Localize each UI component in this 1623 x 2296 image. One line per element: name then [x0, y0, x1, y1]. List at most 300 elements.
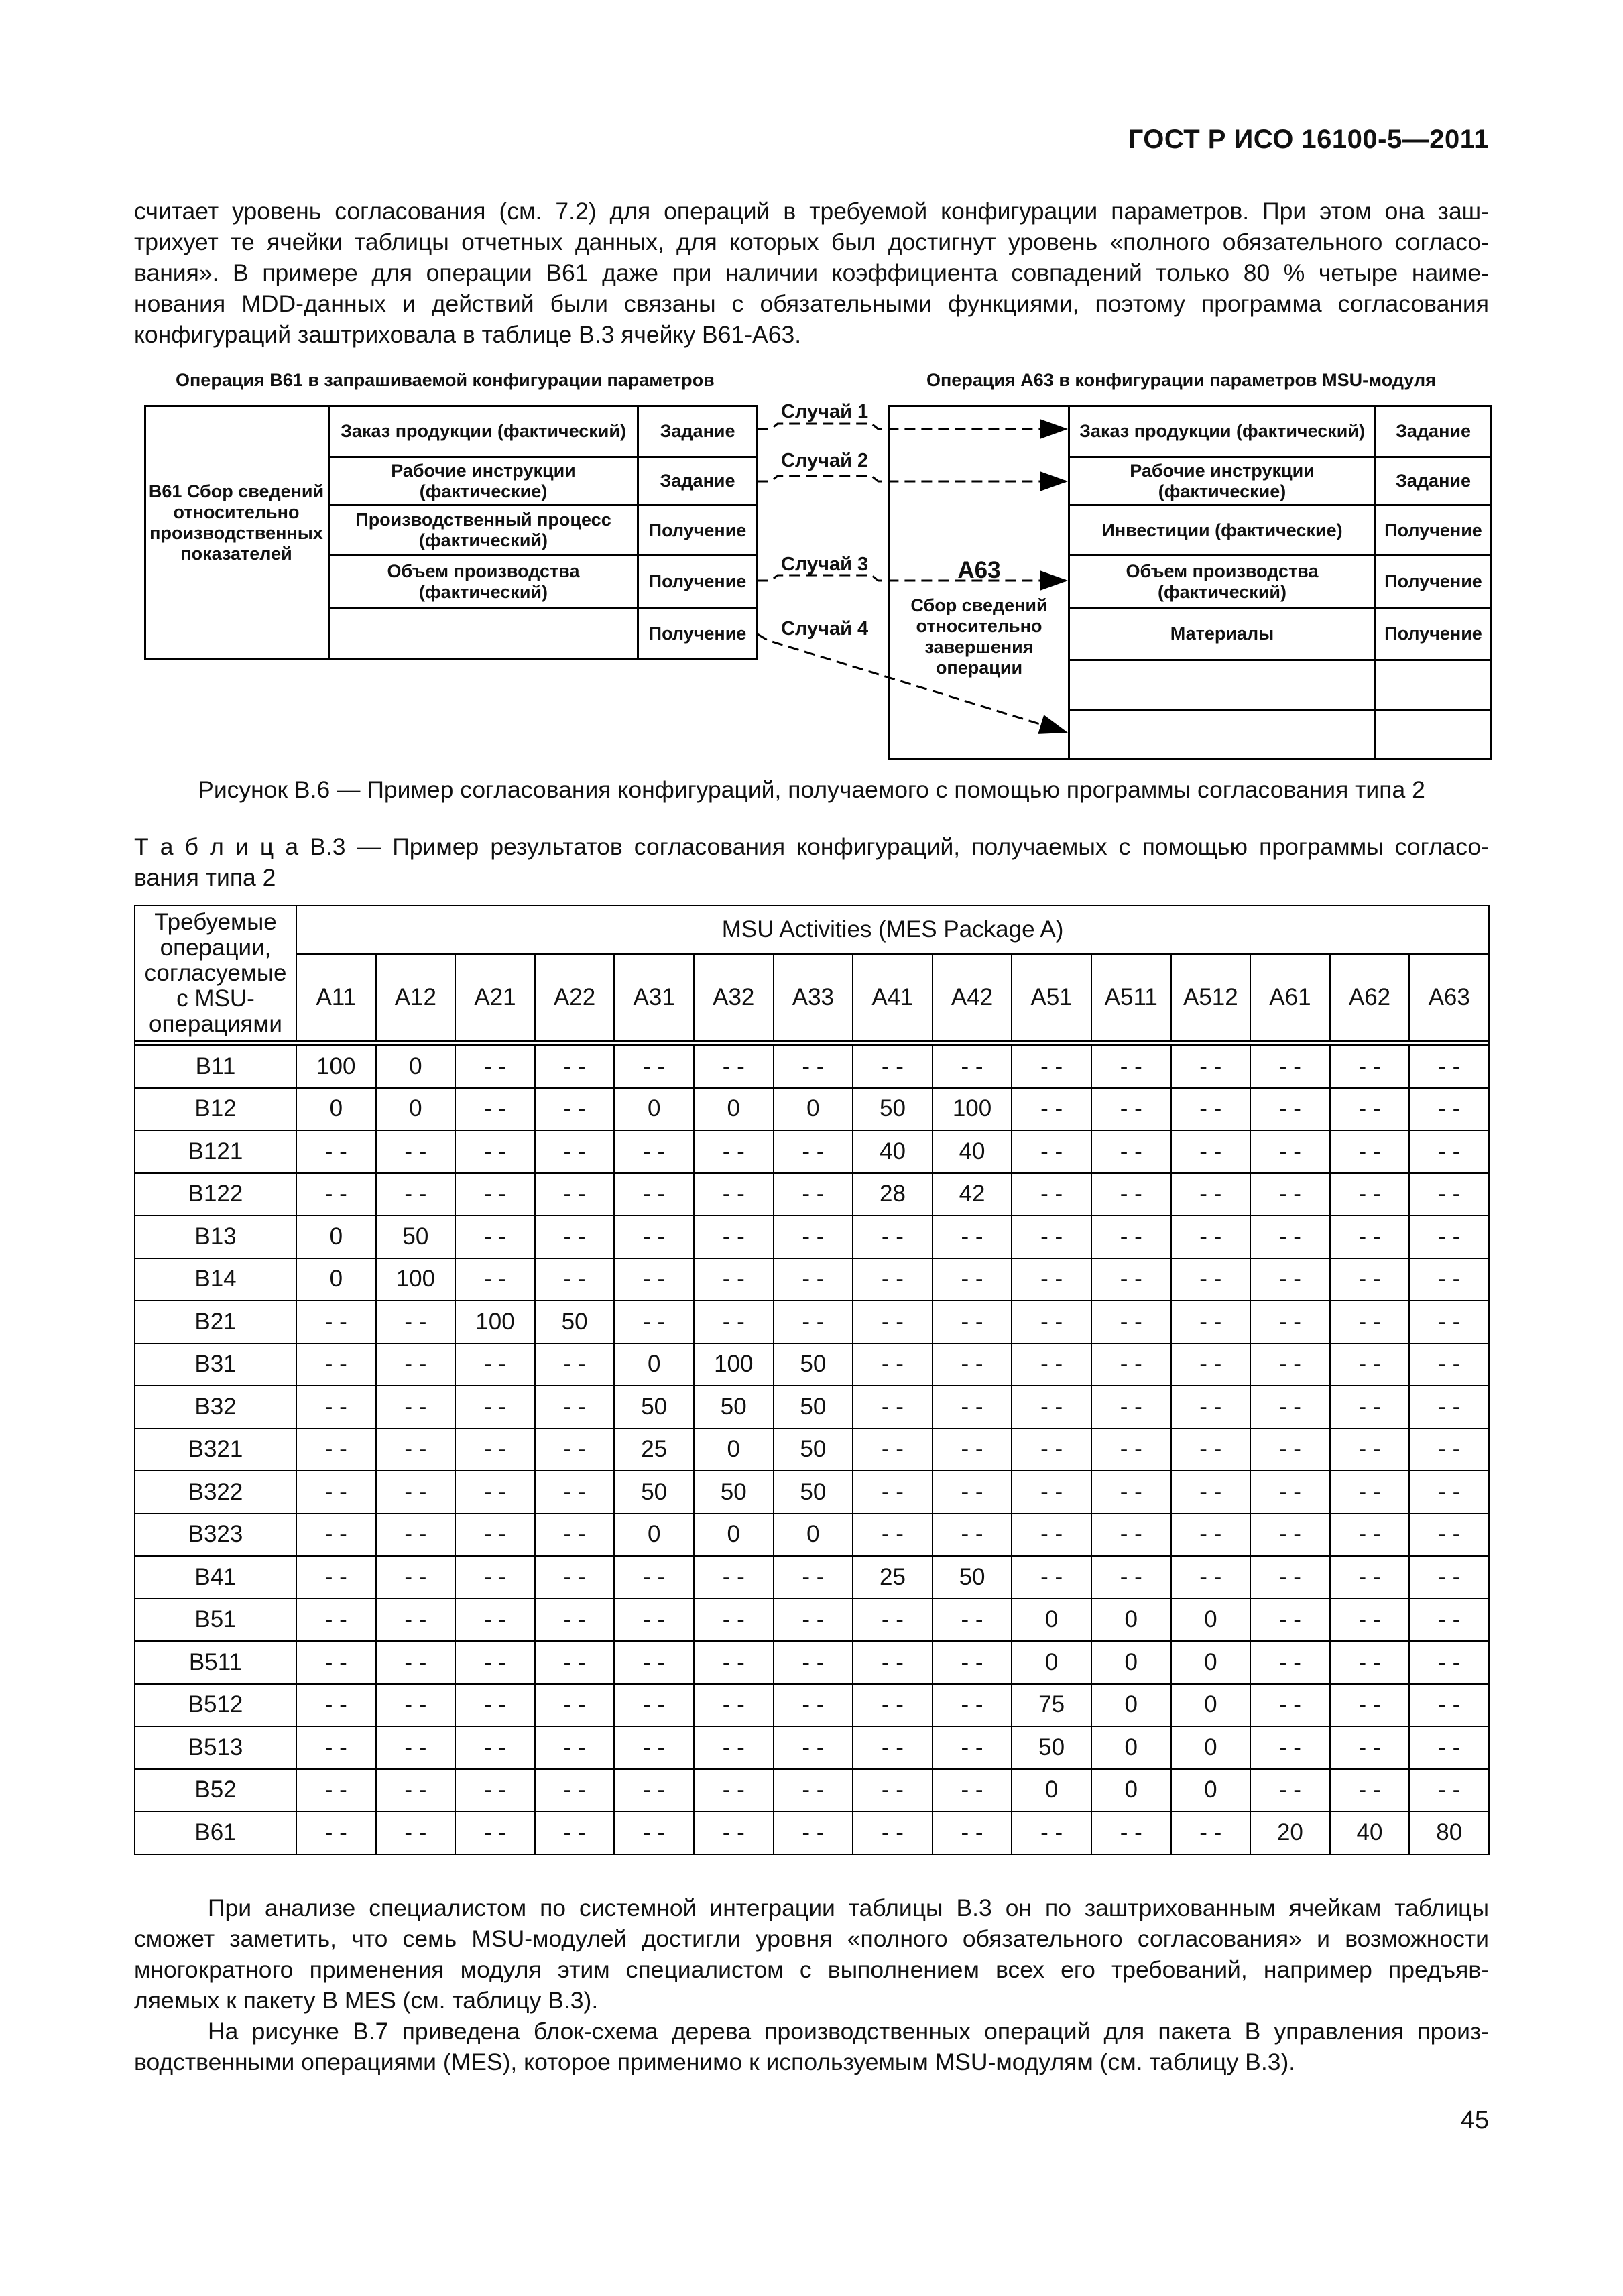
column-header: А512: [1171, 954, 1251, 1041]
operation-cell: В512: [135, 1684, 296, 1727]
match-value-cell: - -: [1171, 1811, 1251, 1854]
row-header: Требуемые операции, согласуемые с MSU-операциями: [135, 906, 296, 1041]
match-value-cell: 100: [694, 1343, 774, 1386]
match-value-cell: - -: [1171, 1471, 1251, 1514]
case-1-arrow: [758, 424, 1066, 429]
right-operation-label: Сбор сведений относительно завершения операции: [910, 595, 1048, 678]
match-value-cell: - -: [296, 1556, 376, 1599]
match-value-cell: - -: [1409, 1258, 1489, 1301]
case-label: Случай 3: [781, 554, 869, 575]
match-value-cell: - -: [1091, 1811, 1171, 1854]
match-value-cell: - -: [694, 1301, 774, 1343]
match-value-cell: - -: [1012, 1471, 1091, 1514]
match-value-cell: 50: [774, 1429, 853, 1471]
match-value-cell: 0: [1171, 1769, 1251, 1812]
match-value-cell: - -: [1330, 1599, 1410, 1642]
match-value-cell: - -: [1171, 1173, 1251, 1216]
match-value-cell: - -: [1250, 1045, 1330, 1088]
operation-cell: В21: [135, 1301, 296, 1343]
match-value-cell: 50: [853, 1088, 933, 1131]
match-value-cell: - -: [1091, 1045, 1171, 1088]
match-value-cell: - -: [376, 1471, 456, 1514]
match-value-cell: - -: [853, 1429, 933, 1471]
match-value-cell: - -: [1250, 1514, 1330, 1557]
match-value-cell: 40: [853, 1130, 933, 1173]
group-header: MSU Activities (MES Package A): [296, 906, 1489, 954]
match-value-cell: - -: [1171, 1130, 1251, 1173]
match-value-cell: - -: [1330, 1386, 1410, 1429]
right-param-name: Заказ продукции (фактический): [1079, 420, 1365, 441]
operation-cell: В51: [135, 1599, 296, 1642]
text-line: многократного применения модуля этим специалистом с выполнением всех его требований, например предъяв-: [134, 1956, 1489, 1983]
match-value-cell: - -: [1171, 1301, 1251, 1343]
match-value-cell: - -: [614, 1045, 694, 1088]
table-row: [135, 1343, 1489, 1386]
match-value-cell: - -: [1250, 1088, 1330, 1131]
text-line: вания типа 2: [134, 864, 276, 891]
match-value-cell: 50: [774, 1471, 853, 1514]
match-value-cell: - -: [1250, 1258, 1330, 1301]
match-value-cell: 0: [614, 1343, 694, 1386]
match-value-cell: - -: [853, 1811, 933, 1854]
match-value-cell: - -: [1250, 1471, 1330, 1514]
match-value-cell: - -: [614, 1599, 694, 1642]
match-value-cell: 50: [1012, 1726, 1091, 1769]
match-value-cell: - -: [694, 1769, 774, 1812]
match-value-cell: 0: [376, 1088, 456, 1131]
match-value-cell: - -: [1409, 1599, 1489, 1642]
match-value-cell: - -: [1171, 1514, 1251, 1557]
match-value-cell: - -: [1330, 1215, 1410, 1258]
match-value-cell: - -: [1091, 1215, 1171, 1258]
match-value-cell: 40: [1330, 1811, 1410, 1854]
match-value-cell: - -: [455, 1514, 535, 1557]
match-value-cell: - -: [1091, 1130, 1171, 1173]
left-param-name: Рабочие инструкции (фактические): [391, 460, 576, 501]
match-value-cell: 25: [853, 1556, 933, 1599]
match-value-cell: - -: [1330, 1471, 1410, 1514]
table-row: [135, 1258, 1489, 1301]
match-value-cell: - -: [535, 1130, 615, 1173]
match-value-cell: 28: [853, 1173, 933, 1216]
match-value-cell: - -: [455, 1599, 535, 1642]
match-value-cell: 0: [1171, 1599, 1251, 1642]
match-value-cell: - -: [614, 1726, 694, 1769]
match-value-cell: - -: [774, 1258, 853, 1301]
match-value-cell: - -: [1250, 1726, 1330, 1769]
match-value-cell: - -: [853, 1215, 933, 1258]
match-value-cell: - -: [1409, 1386, 1489, 1429]
match-value-cell: 40: [933, 1130, 1012, 1173]
table-row: [135, 1088, 1489, 1131]
match-value-cell: - -: [1012, 1386, 1091, 1429]
match-value-cell: - -: [933, 1726, 1012, 1769]
column-header: А22: [535, 954, 615, 1041]
table-row: [135, 1173, 1489, 1216]
match-value-cell: - -: [1171, 1343, 1251, 1386]
left-param-name: Объем производства (фактический): [387, 560, 580, 602]
match-value-cell: - -: [933, 1769, 1012, 1812]
match-value-cell: - -: [774, 1769, 853, 1812]
match-value-cell: - -: [1409, 1641, 1489, 1684]
match-value-cell: - -: [376, 1301, 456, 1343]
operation-cell: В61: [135, 1811, 296, 1854]
match-value-cell: - -: [296, 1343, 376, 1386]
match-value-cell: 0: [774, 1514, 853, 1557]
match-value-cell: - -: [853, 1386, 933, 1429]
match-value-cell: 0: [1171, 1726, 1251, 1769]
text-line: водственными операциями (MES), которое применимо к используемым MSU-модулям (см. таблицу В.3).: [134, 2049, 1296, 2075]
match-value-cell: - -: [455, 1130, 535, 1173]
match-value-cell: 42: [933, 1173, 1012, 1216]
match-value-cell: - -: [535, 1726, 615, 1769]
column-header: А31: [614, 954, 694, 1041]
match-value-cell: 0: [694, 1088, 774, 1131]
match-value-cell: - -: [1012, 1130, 1091, 1173]
match-value-cell: 0: [1012, 1641, 1091, 1684]
match-value-cell: - -: [853, 1045, 933, 1088]
match-value-cell: 0: [1091, 1684, 1171, 1727]
match-value-cell: - -: [853, 1684, 933, 1727]
match-value-cell: - -: [1250, 1641, 1330, 1684]
match-value-cell: 0: [614, 1088, 694, 1131]
right-param-type: Получение: [1384, 623, 1482, 644]
diagram-left-title: Операция В61 в запрашиваемой конфигурации параметров: [176, 370, 715, 390]
match-value-cell: - -: [694, 1258, 774, 1301]
match-value-cell: - -: [455, 1726, 535, 1769]
match-value-cell: - -: [455, 1045, 535, 1088]
match-value-cell: - -: [1091, 1556, 1171, 1599]
match-value-cell: - -: [1409, 1301, 1489, 1343]
text-line: конфигураций заштриховала в таблице В.3 ячейку В61-А63.: [134, 321, 802, 348]
table-row: [135, 1386, 1489, 1429]
table-row: [135, 1811, 1489, 1854]
case-arrows: [0, 0, 1623, 804]
match-value-cell: - -: [1330, 1429, 1410, 1471]
table-row: [135, 1556, 1489, 1599]
right-param-name: Материалы: [1170, 623, 1274, 644]
match-value-cell: - -: [1330, 1088, 1410, 1131]
match-value-cell: - -: [1091, 1301, 1171, 1343]
match-value-cell: - -: [296, 1514, 376, 1557]
match-value-cell: - -: [535, 1386, 615, 1429]
match-value-cell: - -: [1171, 1258, 1251, 1301]
table-row: [135, 1301, 1489, 1343]
match-value-cell: - -: [455, 1215, 535, 1258]
match-value-cell: - -: [614, 1769, 694, 1812]
right-param-type: Задание: [1395, 420, 1471, 441]
match-value-cell: - -: [1409, 1343, 1489, 1386]
case-label: Случай 1: [781, 401, 869, 422]
match-value-cell: - -: [1330, 1514, 1410, 1557]
match-value-cell: - -: [296, 1130, 376, 1173]
match-value-cell: - -: [455, 1684, 535, 1727]
match-value-cell: - -: [1409, 1471, 1489, 1514]
match-value-cell: - -: [455, 1429, 535, 1471]
match-value-cell: - -: [1171, 1215, 1251, 1258]
match-value-cell: - -: [376, 1769, 456, 1812]
match-value-cell: - -: [933, 1641, 1012, 1684]
operation-cell: В511: [135, 1641, 296, 1684]
match-value-cell: 0: [774, 1088, 853, 1131]
match-value-cell: - -: [455, 1556, 535, 1599]
table-row: [135, 1641, 1489, 1684]
match-value-cell: - -: [535, 1343, 615, 1386]
match-value-cell: - -: [1091, 1386, 1171, 1429]
match-value-cell: - -: [853, 1343, 933, 1386]
match-value-cell: - -: [1250, 1301, 1330, 1343]
match-value-cell: - -: [614, 1556, 694, 1599]
match-value-cell: 0: [376, 1045, 456, 1088]
case-label: Случай 2: [781, 450, 869, 471]
text-line: трихует те ячейки таблицы отчетных данных, для которых был достигнут уровень «полного обязательного согласо-: [134, 229, 1489, 255]
match-value-cell: - -: [1409, 1514, 1489, 1557]
table-row: [135, 1726, 1489, 1769]
match-value-cell: - -: [614, 1301, 694, 1343]
match-value-cell: 100: [376, 1258, 456, 1301]
right-param-type: Задание: [1395, 471, 1471, 491]
match-value-cell: - -: [1409, 1726, 1489, 1769]
match-value-cell: - -: [1250, 1684, 1330, 1727]
text-line: При анализе специалистом по системной интеграции таблицы В.3 он по заштрихованным ячейкам таблицы: [208, 1894, 1489, 1921]
match-value-cell: - -: [1091, 1258, 1171, 1301]
column-header: А63: [1409, 954, 1489, 1041]
match-value-cell: - -: [933, 1045, 1012, 1088]
match-value-cell: - -: [1250, 1769, 1330, 1812]
match-value-cell: - -: [535, 1258, 615, 1301]
match-value-cell: 50: [376, 1215, 456, 1258]
match-value-cell: - -: [774, 1301, 853, 1343]
match-value-cell: - -: [1409, 1556, 1489, 1599]
match-value-cell: - -: [774, 1215, 853, 1258]
match-value-cell: - -: [376, 1429, 456, 1471]
match-value-cell: - -: [1091, 1471, 1171, 1514]
match-value-cell: 100: [296, 1045, 376, 1088]
right-param-name: Инвестиции (фактические): [1101, 520, 1343, 540]
operation-cell: В12: [135, 1088, 296, 1131]
match-value-cell: - -: [774, 1684, 853, 1727]
match-value-cell: - -: [933, 1514, 1012, 1557]
operation-cell: В322: [135, 1471, 296, 1514]
match-value-cell: - -: [933, 1386, 1012, 1429]
match-value-cell: - -: [933, 1811, 1012, 1854]
match-value-cell: - -: [1409, 1045, 1489, 1088]
match-value-cell: - -: [455, 1258, 535, 1301]
column-header: А21: [455, 954, 535, 1041]
left-param-type: Получение: [648, 571, 747, 591]
match-value-cell: - -: [1012, 1045, 1091, 1088]
match-value-cell: - -: [1409, 1429, 1489, 1471]
operation-cell: В13: [135, 1215, 296, 1258]
text-line: нования MDD-данных и действий были связаны с обязательными функциями, поэтому программа согласования: [134, 290, 1489, 317]
match-value-cell: - -: [1330, 1684, 1410, 1727]
match-value-cell: - -: [933, 1429, 1012, 1471]
operation-cell: В513: [135, 1726, 296, 1769]
match-value-cell: - -: [1409, 1173, 1489, 1216]
match-value-cell: 0: [1012, 1599, 1091, 1642]
match-value-cell: - -: [614, 1641, 694, 1684]
match-value-cell: - -: [1012, 1556, 1091, 1599]
match-value-cell: - -: [1012, 1088, 1091, 1131]
table-row: [135, 1130, 1489, 1173]
match-value-cell: 0: [1091, 1726, 1171, 1769]
match-value-cell: 50: [774, 1386, 853, 1429]
match-value-cell: - -: [535, 1599, 615, 1642]
match-value-cell: - -: [614, 1215, 694, 1258]
case-label: Случай 4: [781, 618, 869, 640]
match-value-cell: - -: [694, 1811, 774, 1854]
column-header: А51: [1012, 954, 1091, 1041]
analysis-paragraph: [134, 1892, 1489, 2077]
operation-cell: В11: [135, 1045, 296, 1088]
table-row: [135, 1215, 1489, 1258]
match-value-cell: - -: [1012, 1258, 1091, 1301]
match-value-cell: - -: [296, 1471, 376, 1514]
match-value-cell: - -: [1091, 1173, 1171, 1216]
column-header: А62: [1330, 954, 1410, 1041]
match-value-cell: 50: [933, 1556, 1012, 1599]
column-header: А32: [694, 954, 774, 1041]
match-value-cell: 50: [694, 1471, 774, 1514]
match-value-cell: - -: [933, 1599, 1012, 1642]
match-value-cell: - -: [1330, 1130, 1410, 1173]
match-value-cell: - -: [1012, 1173, 1091, 1216]
match-value-cell: - -: [296, 1684, 376, 1727]
match-value-cell: - -: [933, 1471, 1012, 1514]
match-value-cell: - -: [296, 1726, 376, 1769]
match-value-cell: - -: [535, 1429, 615, 1471]
match-value-cell: - -: [933, 1684, 1012, 1727]
match-value-cell: - -: [1012, 1343, 1091, 1386]
match-value-cell: - -: [1250, 1556, 1330, 1599]
match-value-cell: - -: [535, 1769, 615, 1812]
match-value-cell: - -: [694, 1599, 774, 1642]
match-value-cell: - -: [1250, 1215, 1330, 1258]
match-value-cell: - -: [1409, 1769, 1489, 1812]
match-value-cell: - -: [853, 1301, 933, 1343]
match-value-cell: 0: [1091, 1641, 1171, 1684]
match-value-cell: 0: [1171, 1641, 1251, 1684]
match-value-cell: - -: [853, 1641, 933, 1684]
match-value-cell: - -: [535, 1471, 615, 1514]
match-value-cell: - -: [296, 1173, 376, 1216]
match-value-cell: - -: [1409, 1088, 1489, 1131]
text-line: На рисунке В.7 приведена блок-схема дерева производственных операций для пакета В управления произ-: [208, 2018, 1489, 2045]
operation-cell: В121: [135, 1130, 296, 1173]
match-value-cell: - -: [774, 1556, 853, 1599]
right-param-name: Объем производства (фактический): [1126, 560, 1319, 602]
table-row: [135, 1429, 1489, 1471]
column-header: А11: [296, 954, 376, 1041]
text-line: сможет заметить, что семь MSU-модулей достигли уровня «полного обязательного согласования» и возможности: [134, 1925, 1489, 1952]
operation-cell: В14: [135, 1258, 296, 1301]
match-value-cell: - -: [1250, 1343, 1330, 1386]
match-value-cell: - -: [694, 1641, 774, 1684]
match-value-cell: 0: [296, 1088, 376, 1131]
match-value-cell: - -: [376, 1173, 456, 1216]
match-value-cell: 50: [774, 1343, 853, 1386]
match-value-cell: 0: [1171, 1684, 1251, 1727]
document-id: ГОСТ Р ИСО 16100-5—2011: [1128, 125, 1489, 154]
match-value-cell: - -: [1250, 1130, 1330, 1173]
right-param-type: Получение: [1384, 520, 1482, 540]
match-value-cell: - -: [535, 1684, 615, 1727]
match-value-cell: - -: [853, 1514, 933, 1557]
match-value-cell: - -: [1330, 1301, 1410, 1343]
match-value-cell: - -: [455, 1769, 535, 1812]
match-value-cell: 75: [1012, 1684, 1091, 1727]
match-value-cell: - -: [694, 1045, 774, 1088]
column-header: А41: [853, 954, 933, 1041]
match-value-cell: 80: [1409, 1811, 1489, 1854]
match-value-cell: - -: [853, 1599, 933, 1642]
match-value-cell: - -: [614, 1173, 694, 1216]
match-value-cell: 0: [694, 1514, 774, 1557]
table-caption: [134, 831, 1489, 893]
match-value-cell: - -: [1012, 1215, 1091, 1258]
match-value-cell: - -: [296, 1301, 376, 1343]
operation-cell: В52: [135, 1769, 296, 1812]
match-value-cell: - -: [1171, 1045, 1251, 1088]
table-row: [135, 1599, 1489, 1642]
match-value-cell: - -: [774, 1726, 853, 1769]
operation-cell: В41: [135, 1556, 296, 1599]
match-value-cell: - -: [694, 1215, 774, 1258]
match-value-cell: 50: [614, 1386, 694, 1429]
match-value-cell: 0: [614, 1514, 694, 1557]
match-value-cell: - -: [1250, 1599, 1330, 1642]
match-value-cell: - -: [853, 1726, 933, 1769]
match-value-cell: 0: [1012, 1769, 1091, 1812]
case-3-arrow: [758, 575, 1066, 581]
match-value-cell: - -: [1330, 1173, 1410, 1216]
match-value-cell: - -: [1330, 1343, 1410, 1386]
match-value-cell: - -: [376, 1599, 456, 1642]
column-header: А511: [1091, 954, 1171, 1041]
match-value-cell: 100: [455, 1301, 535, 1343]
column-header: А42: [933, 954, 1012, 1041]
match-value-cell: - -: [455, 1343, 535, 1386]
match-value-cell: - -: [1171, 1556, 1251, 1599]
match-value-cell: - -: [853, 1769, 933, 1812]
table-row: [135, 1514, 1489, 1557]
left-param-type: Получение: [648, 520, 747, 540]
match-value-cell: - -: [535, 1556, 615, 1599]
match-value-cell: - -: [455, 1811, 535, 1854]
match-value-cell: - -: [1330, 1641, 1410, 1684]
match-value-cell: - -: [853, 1471, 933, 1514]
match-value-cell: - -: [1171, 1429, 1251, 1471]
match-value-cell: 0: [694, 1429, 774, 1471]
right-param-type: Получение: [1384, 571, 1482, 591]
match-value-cell: - -: [694, 1130, 774, 1173]
diagram-right-title: Операция А63 в конфигурации параметров MSU-модуля: [926, 370, 1436, 390]
match-value-cell: - -: [933, 1301, 1012, 1343]
match-value-cell: - -: [614, 1684, 694, 1727]
match-value-cell: - -: [535, 1641, 615, 1684]
match-value-cell: - -: [455, 1471, 535, 1514]
match-value-cell: - -: [376, 1130, 456, 1173]
match-value-cell: - -: [1171, 1088, 1251, 1131]
match-value-cell: - -: [774, 1130, 853, 1173]
match-value-cell: - -: [1250, 1173, 1330, 1216]
results-table: [134, 905, 1490, 1855]
match-value-cell: - -: [296, 1769, 376, 1812]
match-value-cell: - -: [694, 1556, 774, 1599]
operation-cell: В122: [135, 1173, 296, 1216]
match-value-cell: - -: [376, 1514, 456, 1557]
match-value-cell: - -: [614, 1258, 694, 1301]
